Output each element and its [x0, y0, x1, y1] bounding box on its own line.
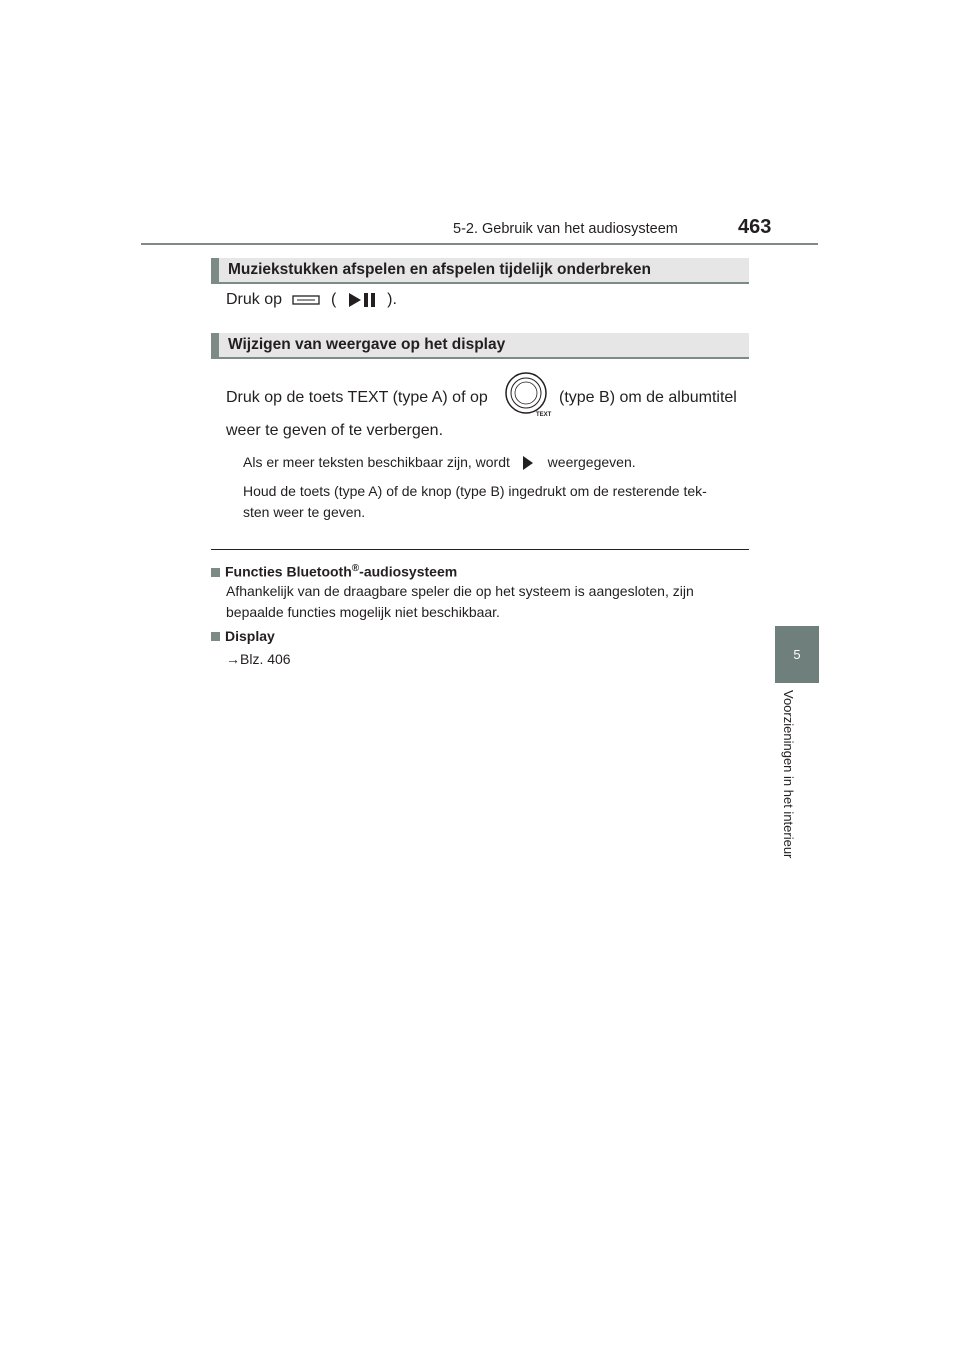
- info-divider: [211, 549, 749, 550]
- text-knob-icon: [503, 370, 553, 418]
- info-title-display-text: Display: [225, 628, 275, 644]
- note2-line1: Houd de toets (type A) of de knop (type B) ingedrukt om de resterende tek-: [243, 483, 707, 499]
- info-title-bluetooth: [211, 558, 457, 583]
- info-line1: Afhankelijk van de draagbare speler die op het systeem is aangesloten, zijn: [226, 583, 694, 599]
- display-instruction-line1-right: (type B) om de albumtitel: [559, 389, 737, 406]
- section-heading-playback: Muziekstukken afspelen en afspelen tijdelijk onderbreken: [211, 258, 749, 284]
- chapter-tab: [775, 626, 819, 683]
- paren-close: ).: [387, 291, 397, 309]
- info-title-display: [211, 626, 275, 647]
- page-reference-link[interactable]: →Blz. 406: [226, 651, 291, 667]
- knob-label: TEXT: [536, 412, 552, 418]
- paren-open: (: [330, 291, 337, 309]
- note-hold-button: [243, 481, 753, 523]
- display-instruction-line1-left: Druk op de toets TEXT (type A) of op: [226, 389, 488, 406]
- section-heading-display: Wijzigen van weergave op het display: [211, 333, 749, 359]
- playback-instruction: [226, 291, 397, 309]
- instruction-text: Druk op: [226, 291, 283, 309]
- note2-line2: sten weer te geven.: [243, 504, 366, 520]
- bullet-square-icon: [211, 568, 220, 577]
- section-title: 5-2. Gebruik van het audiosysteem: [453, 221, 678, 237]
- page-number: 463: [738, 216, 772, 238]
- info-text-bluetooth: [226, 581, 746, 623]
- info-title-part: Functies Bluetooth: [225, 563, 352, 580]
- chapter-number: 5: [793, 647, 801, 662]
- note-more-texts: [243, 452, 636, 473]
- note1-text: Als er meer teksten beschikbaar zijn, wordt: [243, 454, 510, 470]
- display-instruction-line2: weer te geven of te verbergen.: [226, 422, 444, 439]
- info-title-part-end: -audiosysteem: [359, 563, 458, 580]
- play-pause-icon: [345, 291, 379, 309]
- bullet-square-icon: [211, 632, 220, 641]
- button-rect-icon: [292, 293, 320, 307]
- chapter-label: [781, 690, 811, 890]
- arrow-right-icon: [517, 454, 541, 472]
- note1-text-end: weergegeven.: [547, 454, 636, 470]
- info-line2: bepaalde functies mogelijk niet beschikbaar.: [226, 604, 500, 620]
- registered-mark: ®: [351, 563, 360, 574]
- chapter-label-text: Voorzieningen in het interieur: [781, 690, 796, 859]
- header-divider: [141, 243, 818, 245]
